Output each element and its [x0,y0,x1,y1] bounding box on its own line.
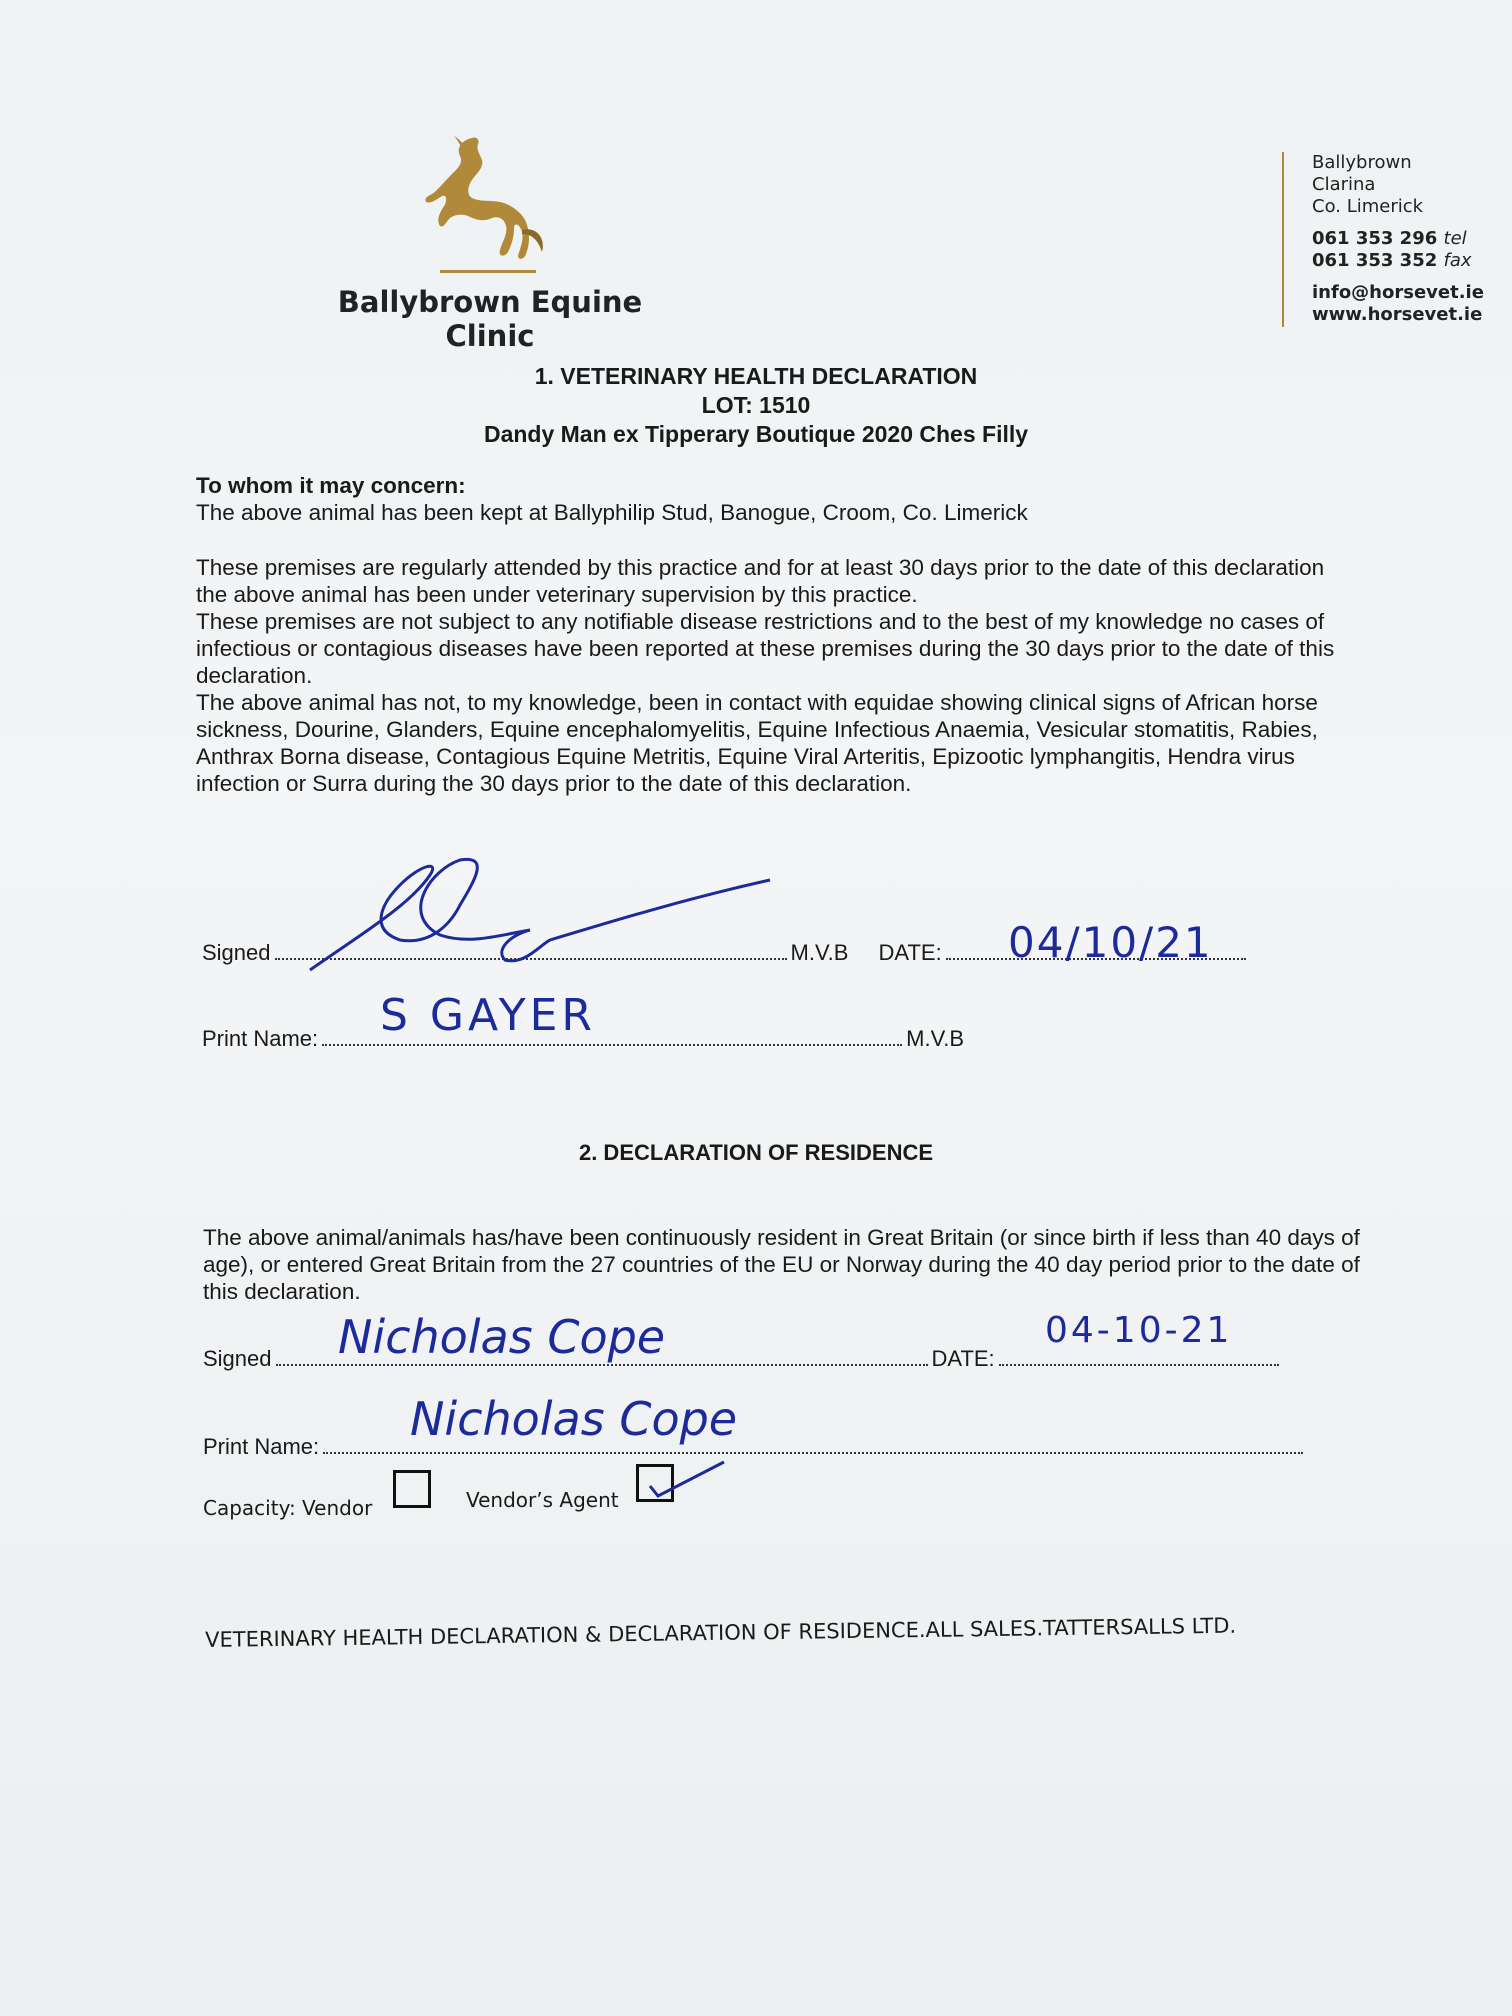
lot-number: LOT: 1510 [701,392,811,418]
contact-block [1312,152,1484,326]
tel-number: 061 353 296 [1312,228,1438,249]
date-handwritten-1: 04/10/21 [1008,918,1213,967]
mvb-label: M.V.B [790,940,849,965]
print-name-row-2 [203,1434,1307,1460]
para1: These premises are regularly attended by this practice and for at least 30 days prior to the date of this declaration the above animal has been under veterinary supervision by this practice. [196,555,1325,607]
print-name-label-2: Print Name: [203,1434,320,1459]
clinic-name: Ballybrown Equine Clinic [337,285,643,353]
vendor-agent-label: Vendor’s Agent [466,1488,619,1512]
contact-divider [1282,152,1284,327]
section1-title: 1. VETERINARY HEALTH DECLARATION [534,363,978,389]
date-handwritten-2: 04-10-21 [1045,1310,1233,1351]
vet-signature [300,845,780,975]
date-label-2: DATE: [931,1346,995,1371]
para2: These premises are not subject to any notifiable disease restrictions and to the best of my knowledge no cases of infectious or contagious diseases have been reported at these premises during the 30 days prior to the date of this declaration. [196,609,1335,688]
section2-title: 2. DECLARATION OF RESIDENCE [578,1140,934,1165]
section1-body [196,472,1396,797]
print-mvb-label: M.V.B [906,1026,965,1051]
address-line: Co. Limerick [1312,196,1424,217]
check-mark-icon [640,1456,730,1506]
date-label: DATE: [878,940,942,965]
para3: The above animal has not, to my knowledge, been in contact with equidae showing clinical signs of African horse sickness, Dourine, Glanders, Equine encephalomyelitis, Equine Infectious Anaemia, Vesicular stomatitis, Rabies, Anthrax Borna disease, Contagious Equine Metritis, Equine Viral Arteritis, Epizootic lymphangitis, Hendra virus infection or Surra during the 30 days prior to the date of this declaration. [196,690,1318,796]
horse-description: Dandy Man ex Tipperary Boutique 2020 Ches Filly [483,421,1029,447]
horse-logo-icon [410,130,560,280]
signed-label: Signed [202,940,271,965]
residence-para: The above animal/animals has/have been continuously resident in Great Britain (or since birth if less than 40 days of age), or entered Great Britain from the 27 countries of the EU or Norway during the 40 day period prior to the date of this declaration. [203,1225,1360,1304]
clinic-logo [290,130,690,353]
email: info@horsevet.ie [1312,282,1484,303]
fax-number: 061 353 352 [1312,250,1438,271]
signature-handwritten-2: Nicholas Cope [338,1310,666,1364]
print-name-handwritten-2: Nicholas Cope [410,1392,738,1446]
signed-label-2: Signed [203,1346,272,1371]
footer-text: VETERINARY HEALTH DECLARATION & DECLARATION OF RESIDENCE.ALL SALES.TATTERSALLS LTD. [205,1613,1237,1652]
section2-body [203,1224,1373,1305]
website: www.horsevet.ie [1312,304,1483,325]
kept-at: The above animal has been kept at Ballyphilip Stud, Banogue, Croom, Co. Limerick [196,500,1028,525]
capacity-vendor-label: Capacity: Vendor [203,1496,373,1520]
address-line: Clarina [1312,174,1376,195]
print-name-label: Print Name: [202,1026,319,1051]
salutation: To whom it may concern: [196,473,466,498]
tel-label: tel [1443,228,1467,249]
address-line: Ballybrown [1312,152,1412,173]
print-name-handwritten-1: S GAYER [380,990,596,1041]
fax-label: fax [1443,250,1472,271]
vendor-checkbox[interactable] [393,1470,431,1508]
